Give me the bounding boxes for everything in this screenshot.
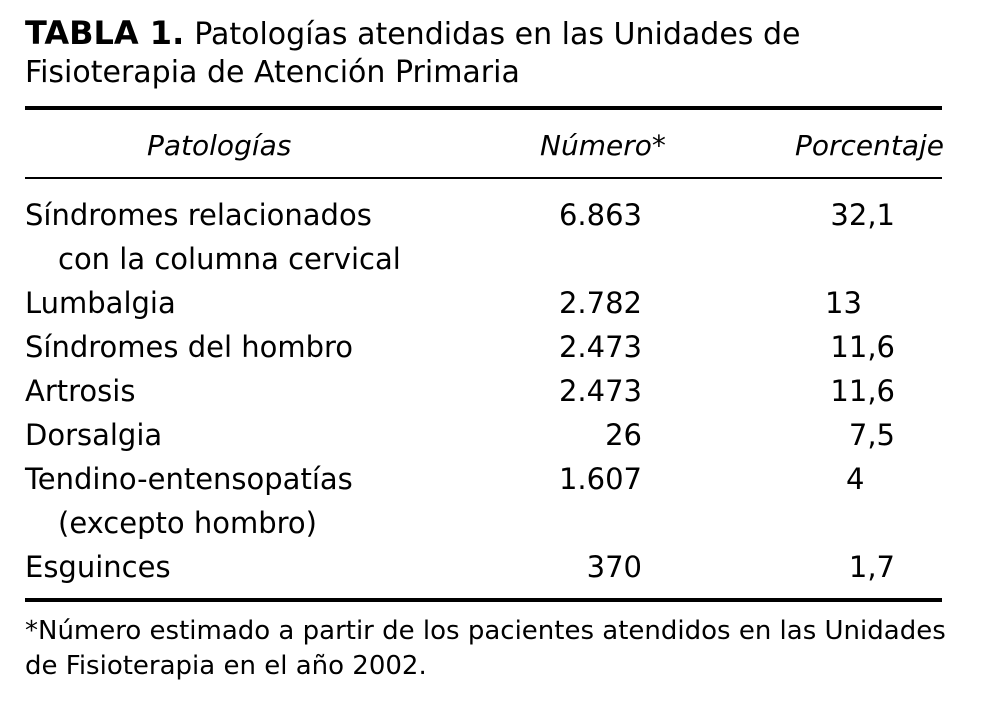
top-rule [25, 106, 942, 110]
row-name [25, 193, 545, 281]
row-name-line2: con la columna cervical [58, 242, 401, 276]
row-percent: 13 [825, 286, 862, 320]
header-porcentaje: Porcentaje [795, 129, 945, 162]
table-footnote: *Número estimado a partir de los pacientes atendidos en las Unidades de Fisioterapia en el año 2002. [25, 616, 946, 681]
table-label: TABLA 1. [25, 14, 185, 52]
row-number: 2.473 [558, 374, 642, 408]
table-caption [25, 14, 955, 92]
row-name: Dorsalgia [25, 418, 163, 452]
row-number: 370 [586, 550, 642, 584]
row-name-line1: Tendino-entensopatías [25, 462, 353, 496]
row-name-line1: Síndromes relacionados [25, 198, 372, 232]
header-numero: Número* [540, 129, 666, 162]
row-number: 1.607 [558, 462, 642, 496]
row-percent: 4 [846, 462, 865, 496]
row-name-line2: (excepto hombro) [58, 506, 317, 540]
header-patologias: Patologías [147, 129, 292, 162]
row-percent: 32,1 [830, 198, 895, 232]
table-title: Patologías atendidas en las Unidades de Fisioterapia de Atención Primaria [25, 17, 801, 90]
row-name: Esguinces [25, 550, 171, 584]
row-percent: 11,6 [830, 374, 895, 408]
row-name: Artrosis [25, 374, 136, 408]
row-number: 2.782 [558, 286, 642, 320]
bottom-rule [25, 598, 942, 602]
row-percent: 11,6 [830, 330, 895, 364]
row-name: Síndromes del hombro [25, 330, 354, 364]
row-name [25, 457, 545, 545]
header-rule [25, 177, 942, 179]
row-number: 6.863 [558, 198, 642, 232]
row-percent: 7,5 [848, 418, 895, 452]
row-percent: 1,7 [848, 550, 895, 584]
row-number: 2.473 [558, 330, 642, 364]
row-number: 26 [605, 418, 642, 452]
row-name: Lumbalgia [25, 286, 176, 320]
